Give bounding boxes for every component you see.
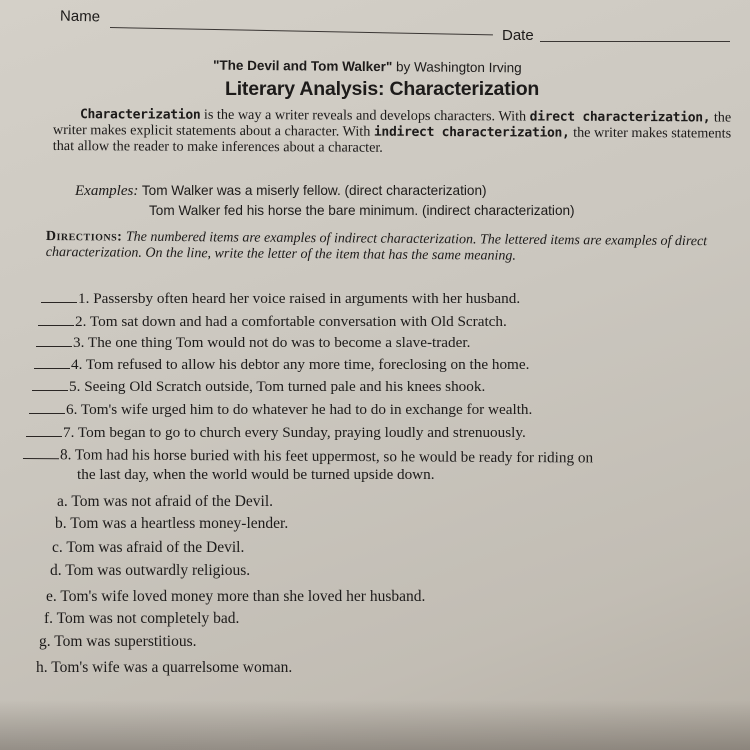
numbered-item-5-text: 5. Seeing Old Scratch outside, Tom turned pale and his knees shook. (69, 378, 486, 395)
numbered-item-2 (38, 313, 507, 331)
answer-blank-6[interactable] (29, 412, 65, 414)
numbered-item-4 (34, 356, 529, 374)
numbered-item-4-text: 4. Tom refused to allow his debtor any more time, foreclosing on the home. (71, 356, 530, 373)
numbered-item-1-text: 1. Passersby often heard her voice raised in arguments with her husband. (78, 290, 521, 307)
lettered-item-g: g. Tom was superstitious. (39, 633, 197, 650)
numbered-item-5 (32, 378, 485, 396)
answer-blank-8[interactable] (23, 457, 59, 459)
page-shadow (0, 700, 750, 750)
page-title: Literary Analysis: Characterization (225, 78, 540, 100)
intro-paragraph (53, 107, 733, 158)
name-label: Name (59, 7, 101, 26)
story-author: by Washington Irving (392, 59, 522, 76)
numbered-item-7 (26, 424, 526, 442)
numbered-item-1 (41, 290, 520, 308)
answer-blank-2[interactable] (38, 324, 74, 326)
lettered-item-f: f. Tom was not completely bad. (44, 610, 240, 627)
numbered-item-8-text: 8. Tom had his horse buried with his feet uppermost, so he would be ready for riding on (59, 446, 594, 467)
numbered-item-6 (29, 401, 532, 419)
example-indirect: Tom Walker fed his horse the bare minimum. (indirect characterization) (149, 203, 575, 218)
directions-text: The numbered items are examples of indirect characterization. The lettered items are examples of direct characterization. On the line, write the letter of the item that has the same meaning. (45, 229, 708, 264)
numbered-item-3-text: 3. The one thing Tom would not do was to become a slave-trader. (73, 334, 471, 351)
lettered-item-b: b. Tom was a heartless money-lender. (55, 515, 289, 532)
example-direct: Tom Walker was a miserly fellow. (direct characterization) (138, 183, 487, 198)
answer-blank-4[interactable] (34, 367, 70, 369)
answer-blank-3[interactable] (36, 345, 72, 347)
numbered-item-3 (36, 334, 470, 352)
example-line-1 (75, 183, 487, 200)
lettered-item-h: h. Tom's wife was a quarrelsome woman. (36, 659, 293, 676)
numbered-item-8-continued: the last day, when the world would be turned upside down. (77, 466, 435, 483)
intro-text-3: the writer makes statements that allow the reader to make inferences about a character. (52, 124, 732, 156)
term-characterization: Characterization (79, 107, 201, 123)
directions-label: Directions: (45, 229, 123, 245)
date-label: Date (502, 27, 534, 44)
numbered-item-8 (23, 446, 593, 467)
intro-text-1: is the way a writer reveals and develops characters. With (200, 106, 530, 125)
numbered-item-7-text: 7. Tom began to go to church every Sunday, praying loudly and strenuously. (63, 424, 526, 441)
answer-blank-7[interactable] (26, 435, 62, 437)
directions-paragraph (46, 229, 736, 266)
intro-text-2: the writer makes explicit statements about a character. With (52, 109, 732, 140)
date-line (540, 41, 730, 42)
story-name: "The Devil and Tom Walker" (212, 57, 393, 75)
numbered-item-6-text: 6. Tom's wife urged him to do whatever he had to do in exchange for wealth. (66, 401, 533, 418)
term-direct: direct characterization, (529, 109, 711, 126)
name-line (110, 27, 493, 35)
story-title (213, 58, 522, 76)
examples-label: Examples: (75, 183, 139, 199)
lettered-item-a: a. Tom was not afraid of the Devil. (57, 493, 274, 510)
term-indirect: indirect characterization, (373, 124, 570, 141)
lettered-item-d: d. Tom was outwardly religious. (50, 562, 251, 579)
lettered-item-c: c. Tom was afraid of the Devil. (52, 539, 245, 556)
lettered-item-e: e. Tom's wife loved money more than she loved her husband. (46, 588, 426, 605)
answer-blank-5[interactable] (32, 389, 68, 391)
answer-blank-1[interactable] (41, 301, 77, 303)
numbered-item-2-text: 2. Tom sat down and had a comfortable conversation with Old Scratch. (75, 313, 507, 330)
